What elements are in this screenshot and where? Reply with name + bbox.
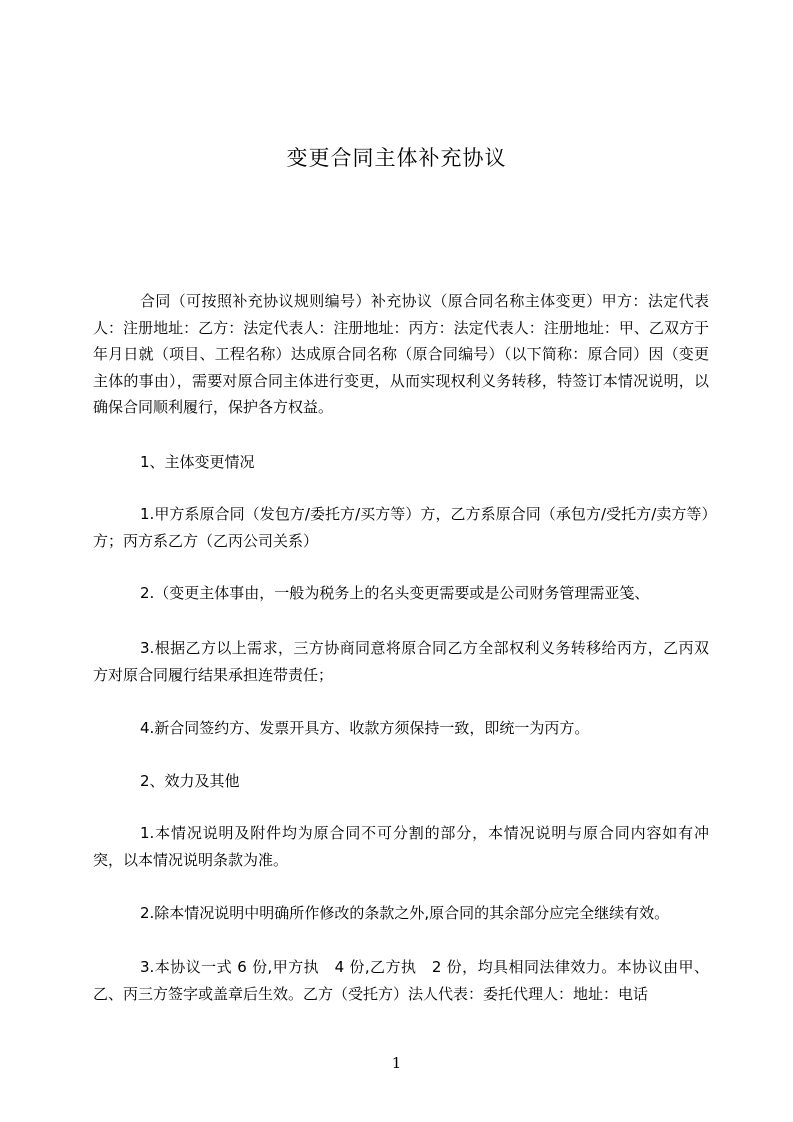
section2-item-2: 2.除本情况说明中明确所作修改的条款之外,原合同的其余部分应完全继续有效。 <box>140 904 670 922</box>
document-title: 变更合同主体补充协议 <box>286 146 507 170</box>
section2-heading: 2、效力及其他 <box>140 772 240 790</box>
section2-item-1: 1.本情况说明及附件均为原合同不可分割的部分，本情况说明与原合同内容如有冲突，以本情况说明条款为准。 <box>93 824 709 869</box>
intro-paragraph: 合同（可按照补充协议规则编号）补充协议（原合同名称主体变更）甲方：法定代表人：注册地址：乙方：法定代表人：注册地址：丙方：法定代表人：注册地址：甲、乙双方于年月日就（项目、工程名称）达成原合同名称（原合同编号）（以下简称：原合同）因（变更主体的事由），需要对原合同主体进行变更，从而实现权利义务转移，特签订本情况说明，以确保合同顺利履行，保护各方权益。 <box>93 292 709 416</box>
page-number: 1 <box>391 1054 402 1072</box>
section1-item-1: 1.甲方系原合同（发包方/委托方/买方等）方，乙方系原合同（承包方/受托方/卖方等）方；丙方系乙方（乙丙公司关系） <box>93 505 709 550</box>
section1-item-4: 4.新合同签约方、发票开具方、收款方须保持一致，即统一为丙方。 <box>140 719 590 737</box>
section1-item-3: 3.根据乙方以上需求，三方协商同意将原合同乙方全部权利义务转移给丙方，乙丙双方对原合同履行结果承担连带责任； <box>93 639 709 684</box>
section1-item-2: 2.（变更主体事由，一般为税务上的名头变更需要或是公司财务管理需亚笺、 <box>140 584 650 602</box>
section1-heading: 1、主体变更情况 <box>140 453 255 471</box>
section2-item-3: 3.本协议一式 6 份,甲方执 4 份,乙方执 2 份，均具相同法律效力。本协议由甲、乙、丙三方签字或盖章后生效。乙方（受托方）法人代表：委托代理人：地址：电话 <box>93 958 709 1003</box>
